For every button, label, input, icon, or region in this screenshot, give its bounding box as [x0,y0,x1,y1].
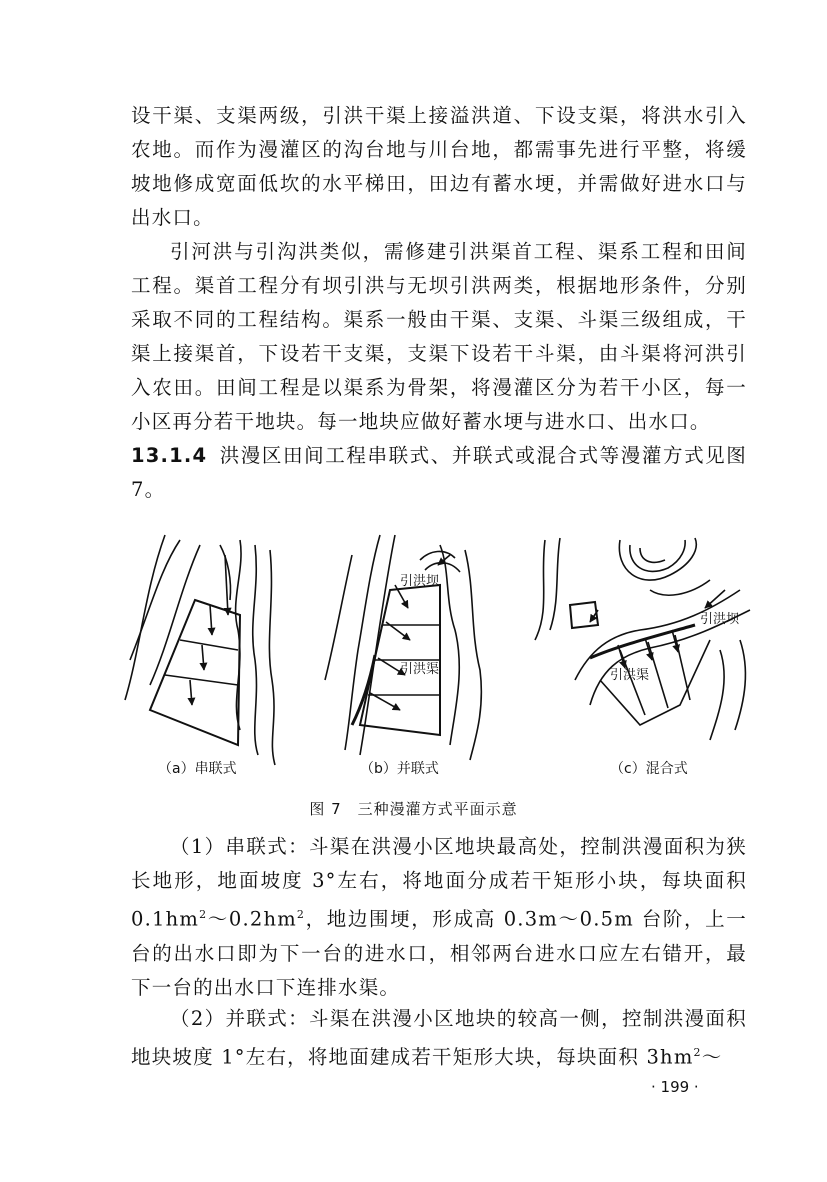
figure-7 [120,530,760,770]
section-block [131,439,747,507]
diagram-c [535,538,750,740]
annotation-c-dam: 引洪坝 [700,612,740,627]
diagram-b [325,535,481,760]
figure-drawings [120,530,760,770]
annotation-c-canal: 引洪渠 [610,668,650,683]
label-a: （a）串联式 [158,761,237,777]
page-number: · 199 · [651,1078,699,1096]
annotation-b-canal: 引洪渠 [400,662,440,677]
paragraph-4: （2）并联式：斗渠在洪漫小区地块的较高一侧，控制洪漫面积地块坡度 1°左右，将地面建成若干矩形大块，每块面积 $3hm^2\sim$ [131,1007,747,1069]
annotation-b-dam: 引洪坝 [400,574,440,589]
paragraph-3-block [131,830,747,1005]
paragraph-4-block [131,1002,747,1075]
paragraph-1: 设干渠、支渠两级，引洪干渠上接溢洪道、下设支渠，将洪水引入农地。而作为漫灌区的沟台地与川台地，都需事先进行平整，将缓坡地修成宽面低坎的水平梯田，田边有蓄水埂，并需做好进水口与出水口。 [131,104,747,229]
paragraph-3: （1）串联式：斗渠在洪漫小区地块最高处，控制洪漫面积为狭长地形，地面坡度 3°左右，将地面分成若干矩形小块，每块面积 $0.1hm^2\sim 0.2hm^2$，地边围埂，形成高 0.3m～0.5m 台阶，上一台的出水口即为下一台的进水口，相邻两台进水口应左右错开，最下一台的出水口下连排水渠。 [131,835,747,999]
figure-caption: 图 7 三种漫灌方式平面示意 [309,800,518,818]
label-c: （c）混合式 [610,761,688,777]
section-paragraph [131,439,747,507]
paragraph-2-block [131,235,747,439]
section-text: 洪漫区田间工程串联式、并联式或混合式等漫灌方式见图 7。 [131,444,747,501]
paragraph-1-block [131,99,747,235]
diagram-a [125,535,275,765]
label-b: （b）并联式 [360,761,439,777]
section-number: 13.1.4 [131,444,208,467]
paragraph-2: 引河洪与引沟洪类似，需修建引洪渠首工程、渠系工程和田间工程。渠首工程分有坝引洪与无坝引洪两类，根据地形条件，分别采取不同的工程结构。渠系一般由干渠、支渠、斗渠三级组成，干渠上接渠首，下设若干支渠，支渠下设若干斗渠，由斗渠将河洪引入农田。田间工程是以渠系为骨架，将漫灌区分为若干小区，每一小区再分若干地块。每一地块应做好蓄水埂与进水口、出水口。 [131,240,747,433]
